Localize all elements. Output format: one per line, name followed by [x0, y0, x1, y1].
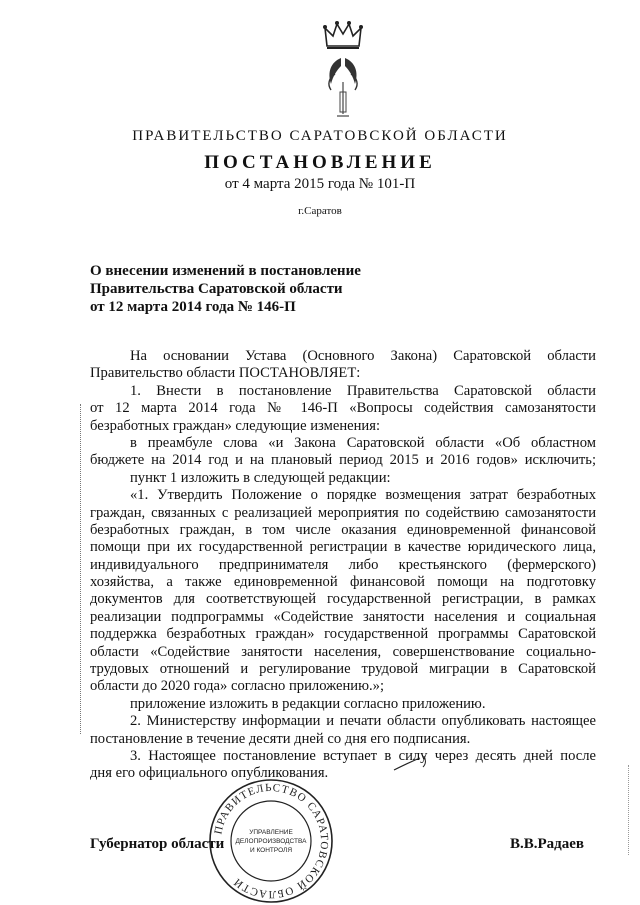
coat-of-arms-emblem [313, 18, 373, 120]
signatory-role: Губернатор области [90, 836, 225, 852]
document-subject [90, 262, 420, 316]
subject-line: Правительства Саратовской области [90, 281, 343, 297]
body-line: безработных граждан, в том числе оказания единовременной финансовой [90, 521, 596, 538]
body-line: хозяйства, а также единовременной финансовой помощи на подготовку [90, 574, 596, 591]
body-line: поддержка безработных граждан» государственной программы Саратовской [90, 626, 596, 643]
body-line: безработных граждан» следующие изменения: [90, 417, 380, 434]
signature-mark [392, 752, 432, 774]
body-line: области до 2020 года» согласно приложению.»; [90, 678, 385, 695]
body-line: от 12 марта 2014 года № 146-П «Вопросы содействия самозанятости [90, 400, 596, 417]
document-type: ПОСТАНОВЛЕНИЕ [204, 152, 436, 173]
body-line: индивидуального предпринимателя либо крестьянского (фермерского) [90, 556, 596, 573]
document-date-number: от 4 марта 2015 года № 101-П [224, 176, 416, 192]
body-line: приложение изложить в редакции согласно приложению. [130, 695, 486, 712]
government-title: ПРАВИТЕЛЬСТВО САРАТОВСКОЙ ОБЛАСТИ [132, 128, 508, 144]
document-city: г.Саратов [298, 205, 342, 217]
body-line: в преамбуле слова «и Закона Саратовской области «Об областном [130, 434, 596, 451]
stamp-inner-line: ДЕЛОПРОИЗВОДСТВА [235, 838, 307, 845]
official-stamp [208, 778, 334, 904]
body-line: пункт 1 изложить в следующей редакции: [130, 469, 391, 486]
document-body [90, 348, 596, 783]
body-line: реализации подпрограммы «Содействие занятости населения и социальная [90, 608, 596, 625]
body-line: бюджете на 2014 год и на плановый период 2015 и 2016 годов» исключить; [90, 452, 596, 469]
body-line: Правительство области ПОСТАНОВЛЯЕТ: [90, 365, 361, 382]
stamp-ring-text: ПРАВИТЕЛЬСТВО САРАТОВСКОЙ ОБЛАСТИ [212, 781, 331, 901]
body-line: На основании Устава (Основного Закона) Саратовской области [130, 348, 596, 364]
body-line: дня его официального опубликования. [90, 765, 329, 782]
body-line: 3. Настоящее постановление вступает в силу через десять дней после [130, 747, 596, 764]
stamp-inner-line: И КОНТРОЛЯ [249, 847, 293, 854]
stamp-inner-line: УПРАВЛЕНИЕ [249, 829, 293, 836]
margin-mark [80, 404, 83, 734]
body-line: документов для соответствующей государственной регистрации, в рамках [90, 591, 596, 608]
subject-line: от 12 марта 2014 года № 146-П [90, 299, 296, 315]
body-line: области «Содействие занятости населения, совершенствование социально- [90, 643, 596, 660]
margin-mark [628, 765, 639, 855]
signatory-name: В.В.Радаев [510, 836, 585, 852]
body-line: «1. Утвердить Положение о порядке возмещения затрат безработных [130, 487, 596, 504]
body-line: постановление в течение десяти дней со дня его подписания. [90, 730, 471, 747]
body-line: граждан, связанных с реализацией мероприятия по содействию самозанятости [90, 504, 596, 521]
body-line: 2. Министерству информации и печати области опубликовать настоящее [130, 713, 596, 730]
body-line: 1. Внести в постановление Правительства Саратовской области [130, 382, 596, 399]
subject-line: О внесении изменений в постановление [90, 263, 361, 279]
body-line: трудовых отношений и регулирование трудовой миграции в Саратовской [90, 661, 596, 678]
body-line: помощи при их государственной регистрации в качестве юридического лица, [90, 539, 596, 556]
